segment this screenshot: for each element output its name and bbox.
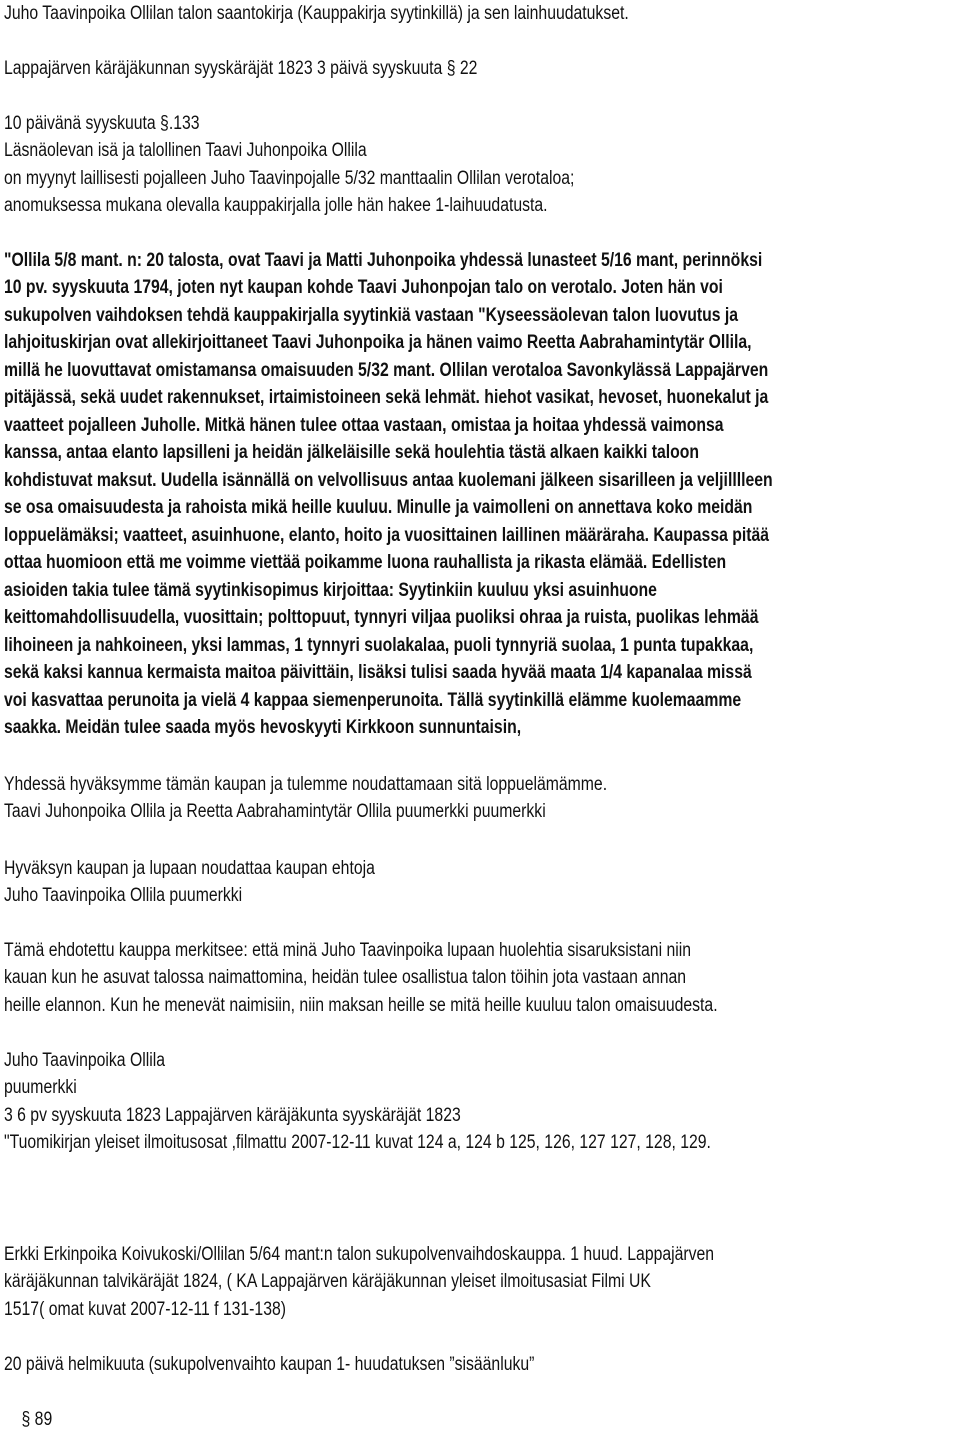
text-line: saakka. Meidän tulee saada myös hevoskyyti Kirkkoon sunnuntaisin, bbox=[4, 717, 522, 738]
text-line: Läsnäolevan isä ja talollinen Taavi Juhonpoika Ollila bbox=[4, 140, 367, 161]
text-line: "Ollila 5/8 mant. n: 20 talosta, ovat Taavi ja Matti Juhonpoika yhdessä lunasteet 5/16 mant, perinnöksi bbox=[4, 250, 763, 271]
date-section-line: 10 päivänä syyskuuta §.133 bbox=[4, 113, 200, 134]
text-line: 3 6 pv syyskuuta 1823 Lappajärven käräjäkunta syyskäräjät 1823 bbox=[4, 1105, 461, 1126]
source-reference: "Tuomikirjan yleiset ilmoitusosat ,filmattu 2007-12-11 kuvat 124 a, 124 b 125, 126, 127 127, 128, 129. bbox=[4, 1132, 711, 1153]
text-line: loppuelämäksi; vaatteet, asuinhuone, elanto, hoito ja vuosittainen laillinen määräraha. Kaupassa pitää bbox=[4, 525, 770, 546]
text-line: lahjoituskirjan ovat allekirjoittaneet Taavi Juhonpoika ja hänen vaimo Reetta Aabrahamintytär Ollila, bbox=[4, 332, 752, 353]
signature-mark: puumerkki bbox=[4, 1077, 77, 1098]
text-line: sekä kaksi kannua kermaista maitoa päivittäin, lisäksi tulisi saada hyvää maata 1/4 kapanalaa missä bbox=[4, 662, 752, 683]
text-line: asioiden takia tulee tämä syytinkisopimus kirjoittaa: Syytinkiin kuuluu yksi asuinhuone bbox=[4, 580, 657, 601]
text-line: 1517( omat kuvat 2007-12-11 f 131-138) bbox=[4, 1299, 287, 1320]
signature-name: Juho Taavinpoika Ollila bbox=[4, 1050, 166, 1071]
text-line: keittomahdollisuudella, vuosittain; polttopuut, tynnyri viljaa puoliksi ohraa ja ruista, puolikas lehmää bbox=[4, 607, 759, 628]
text-line: ottaa huomioon että me voimme viettää poikamme luona rauhallista ja rikasta elämää. Edellisten bbox=[4, 552, 727, 573]
court-session-line: Lappajärven käräjäkunnan syyskäräjät 1823 3 päivä syyskuuta § 22 bbox=[4, 58, 478, 79]
text-line: kohdistuvat maksut. Uudella isännällä on velvollisuus antaa kuolemani jälkeen sisarilleen ja veljilllleen bbox=[4, 470, 773, 491]
text-line: millä he luovuttavat omistamansa omaisuuden 5/32 mant. Ollilan verotaloa Savonkylässä Lappajärven bbox=[4, 360, 769, 381]
text-line: se osa omaisuudesta ja rahoista mikä heille kuuluu. Minulle ja vaimolleni on annettava koko meidän bbox=[4, 497, 753, 518]
text-line: voi kasvattaa perunoita ja vielä 4 kappaa siemenperunoita. Tällä syytinkillä elämme kuolemaamme bbox=[4, 690, 742, 711]
signature-line: Taavi Juhonpoika Ollila ja Reetta Aabrahamintytär Ollila puumerkki puumerkki bbox=[4, 801, 546, 822]
text-line: Erkki Erkinpoika Koivukoski/Ollilan 5/64 mant:n talon sukupolvenvaihdoskauppa. 1 huud. Lappajärven bbox=[4, 1244, 715, 1265]
text-line: Yhdessä hyväksymme tämän kaupan ja tulemme noudattamaan sitä loppuelämämme. bbox=[4, 774, 608, 795]
text-line: 10 pv. syyskuuta 1794, joten nyt kaupan kohde Taavi Juhonpojan talo on verotalo. Joten hän voi bbox=[4, 277, 723, 298]
text-line: lihoineen ja nahkoineen, yksi lammas, 1 tynnyri suolakalaa, puoli tynnyriä suolaa, 1 punta tupakkaa, bbox=[4, 635, 754, 656]
text-line: heille elannon. Kun he menevät naimisiin, niin maksan heille se mitä heille kuuluu talon omaisuudesta. bbox=[4, 995, 718, 1016]
text-line: käräjäkunnan talvikäräjät 1824, ( KA Lappajärven käräjäkunnan yleiset ilmoitusasiat Filmi UK bbox=[4, 1271, 651, 1292]
text-line: 20 päivä helmikuuta (sukupolvenvaihto kaupan 1- huudatuksen ”sisäänluku” bbox=[4, 1354, 535, 1375]
section-number: § 89 bbox=[4, 1409, 53, 1430]
text-line: sukupolven vaihdoksen tehdä kauppakirjalla syytinkiä vastaan "Kyseessäolevan talon luovutus ja bbox=[4, 305, 739, 326]
text-line: pitäjässä, sekä uudet rakennukset, irtaimistoineen sekä lehmät. hiehot vasikat, hevoset, huonekalut ja bbox=[4, 387, 769, 408]
signature-line: Juho Taavinpoika Ollila puumerkki bbox=[4, 885, 243, 906]
text-line: on myynyt laillisesti pojalleen Juho Taavinpojalle 5/32 manttaalin Ollilan verotaloa; bbox=[4, 168, 575, 189]
text-line: kauan kun he asuvat talossa naimattomina, heidän tulee osallistua talon töihin jota vastaan annan bbox=[4, 967, 687, 988]
text-line: anomuksessa mukana olevalla kauppakirjalla jolle hän hakee 1-laihuudatusta. bbox=[4, 195, 548, 216]
text-line: Tämä ehdotettu kauppa merkitsee: että minä Juho Taavinpoika lupaan huolehtia sisaruksistani niin bbox=[4, 940, 692, 961]
text-line: kanssa, antaa elanto lapsilleni ja heidän jälkeläisille sekä houlehtia tästä alkaen kaikki taloon bbox=[4, 442, 700, 463]
document-title: Juho Taavinpoika Ollilan talon saantokirja (Kauppakirja syytinkillä) ja sen lainhuudatukset. bbox=[4, 3, 629, 24]
text-line: Hyväksyn kaupan ja lupaan noudattaa kaupan ehtoja bbox=[4, 858, 375, 879]
text-line: vaatteet pojalleen Juholle. Mitkä hänen tulee ottaa vastaan, omistaa ja hoitaa yhdessä vaimonsa bbox=[4, 415, 724, 436]
